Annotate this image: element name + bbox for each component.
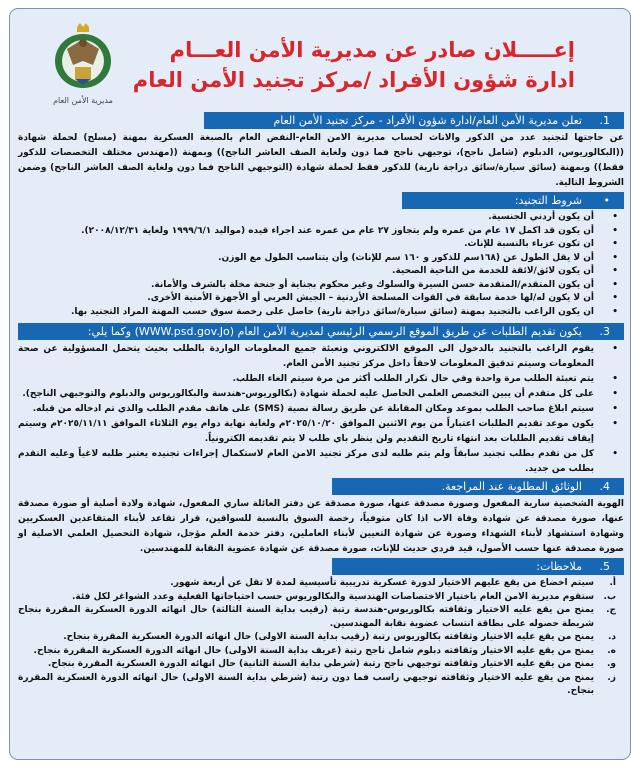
list-item: ب. ستقوم مديرية الامن العام باختيار الاختصاصات الهندسية والبكالوريوس حسب احتياجاتها الفعلية وعدد الشواغر لكل فئة. — [72, 591, 616, 602]
announcement-body — [18, 111, 624, 699]
list-item: • أن يكون قد اكمل ١٧ عام من عمره ولم يتجاوز ٢٧ عام من عمره عند اجراء قيده (مواليد ١٩٩٩/٦/١ ولغاية ٢٠٠٨/١٢/٣١). — [18, 225, 624, 239]
list-item: • يقوم الراغب بالتجنيد بالدخول الى الموقع الالكتروني وتعبئة جميع المعلومات الواردة بالطلب بحيث يتحمل المسؤولية عن صحة المعلومات وسيتم تدقيق المعلومات لاحقاً داخل مركز تجنيد الأمن العام. — [18, 342, 624, 372]
list-item: • أن يكون أردني الجنسية. — [18, 211, 624, 225]
svg-text:مديرية الأمن العام: مديرية الأمن العام — [53, 96, 113, 105]
title-line-1: إعـــــلان صادر عن مديرية الأمن العـــام — [169, 38, 575, 62]
section-5-heading: 5.ملاحظات: — [332, 558, 624, 575]
announcement-frame — [9, 8, 631, 760]
section-2-heading: •شروط التجنيد: — [402, 192, 624, 209]
list-item: • ان يكون الراغب بالتجنيد بمهنة (سائق سيارة/سائق دراجة نارية) حاصل على رخصة سوق حسب المهنة المراد التجنيد بها. — [18, 306, 624, 320]
list-item: • أن يكون المتقدم/المتقدمة حسن السيرة والسلوك وغير محكوم بجناية أو جنحة مخلة بالشرف والأمانة. — [18, 279, 624, 293]
announcement-title — [133, 35, 575, 95]
notes-list — [18, 577, 624, 699]
list-item: • يكون موعد تقديم الطلبات اعتباراً من يوم الاثنين الموافق ٢٠٢٥/١٠/٢٠م ولغاية نهاية دوام يوم الثلاثاء الموافق ٢٠٢٥/١١/١١م وسيتم إيقاف تقديم الطلبات بعد انتهاء تاريخ التقديم ولن ينظر باي طلب لا يتم تقديمه الكترونياً. — [18, 417, 624, 447]
list-item: • ان تكون عزباء بالنسبة للإناث. — [18, 238, 624, 252]
application-steps-list — [18, 342, 624, 477]
recruitment-conditions-list — [18, 211, 624, 319]
title-line-2: ادارة شؤون الأفراد /مركز تجنيد الأمن العام — [132, 68, 575, 92]
list-item: • أن لا يقل الطول عن (١٦٨سم للذكور و ١٦٠ سم للإناث) وأن يتناسب الطول مع الوزن. — [18, 252, 624, 266]
public-security-emblem-logo — [48, 21, 118, 107]
list-item: • على كل متقدم أن يبين التخصص العلمي الحاصل عليه لحملة شهادة (بكالوريوس-هندسة والبكالوريوس والدبلوم والتوجيهي الناجح). — [18, 387, 624, 402]
section-4-body: الهوية الشخصية سارية المفعول وصورة مصدقة عنها، صورة مصدقة عن دفتر العائلة ساري المفعول، شهادة ولادة أصلية أو صورة مصدقة عنها، صورة مصدقة عن شهادة وفاة الاب اذا كان متوفياً، رخصة السوق بالنسبة للسواقين، قرار تقاعد لأبناء المتقاعدين العسكريين وشهادة استشهاد لأبناء الشهداء وصورة عن شهادة التعيين لأبناء العاملين، دفتر خدمة العلم مؤجل، شهادة التحصيل العلمي الاصلية او صورة مصدقة عنها حسب الأصول، قيد فردي حديث للإناث، صورة مصدقة عن شهادة عضوية النقابة للمهندسين. — [18, 499, 624, 554]
list-item: أ. سيتم اخضاع من يقع عليهم الاختيار لدورة عسكرية تدريبية تأسيسية لمدة لا تقل عن أربعة شهور. — [170, 578, 616, 588]
list-item: • أن يكون لائق/لائقة للخدمة من الناحية الصحية. — [18, 265, 624, 279]
list-item: • يتم تعبئة الطلب مرة واحدة وفي حال تكرار الطلب أكثر من مرة سيتم الغاء الطلب. — [18, 372, 624, 387]
list-item: • سيتم ابلاغ صاحب الطلب بموعد ومكان المقابلة عن طريق رسالة نصية (SMS) على هاتف مقدم الطلب والذي تم ادخاله من قبله. — [18, 402, 624, 417]
section-1-body: عن حاجتها لتجنيد عدد من الذكور والاناث لحساب مديرية الامن العام-النفض العام بالصبغة العسكرية بمهنة (مسلح) لحملة شهادة ((البكالوريوس، الدبلوم (شامل ناجح)، توجيهي ناجح فما دون ولغاية الصف العاشر الناجح)) وبمهنة ((مهندس مختلف التخصصات للذكور فقط)) وبمهنة (سائق سيارة/سائق دراجة نارية) للذكور فقط لحملة شهادة (التوجيهي الناجح فما دون ولغاية الصف العاشر الناجح) وضمن الشروط التالية. — [18, 133, 624, 188]
list-item: ز. يمنح من يقع عليه الاختيار وثقافته توجيهي راسب فما دون رتبة (شرطي بداية السنة الاولى) حال انهائه الدورة العسكرية المقررة بنجاح. — [18, 672, 616, 696]
section-4-heading: 4.الوثائق المطلوبة عند المراجعة. — [332, 478, 624, 495]
list-item: • كل من تقدم بطلب تجنيد سابقاً ولم يتم طلبه لدى مركز تجنيد الامن العام لاستكمال إجراءات تجنيده يعتبر طلبه لاغياً وعليه التقدم بطلب من جديد. — [18, 447, 624, 477]
list-item: • أن لا يكون له/لها خدمة سابقة في القوات المسلحة الأردنية – الجيش العربي أو الأجهزة الأمنية الأخرى. — [18, 292, 624, 306]
list-item: و. يمنح من يقع عليه الاختيار وثقافته توجيهي ناجح رتبة (شرطي بداية السنة الثانية) حال انهائه الدورة العسكرية المقررة بنجاح. — [47, 659, 616, 669]
section-1-heading: 1.تعلن مديرية الأمن العام/ادارة شؤون الأفراد - مركز تجنيد الأمن العام — [204, 112, 624, 129]
list-item: ج. يمنح من يقع عليه الاختيار وثقافته بكالوريوس-هندسة رتبة (رقيب بداية السنة الثالثة) حال انهائه الدورة العسكرية المقررة بنجاح شريطة حصوله على بطاقة انتساب عضوية نقابة المهندسين. — [18, 605, 616, 629]
list-item: ه. يمنح من يقع عليه الاختيار وثقافته دبلوم شامل ناجح رتبة (عريف بداية السنة الاولى) حال انهائه الدورة العسكرية المقررة بنجاح. — [33, 645, 616, 656]
list-item: د. يمنح من يقع عليه الاختيار وثقافته بكالوريوس رتبة (رقيب بداية السنة الاولى) حال انهائه الدورة العسكرية المقررة بنجاح. — [63, 632, 616, 642]
section-3-heading: 3.يكون تقديم الطلبات عن طريق الموقع الرسمي الرئيسي لمديرية الأمن العام (WWW.psd.gov.Jo) وكما يلي: — [18, 323, 624, 340]
header — [10, 9, 630, 109]
